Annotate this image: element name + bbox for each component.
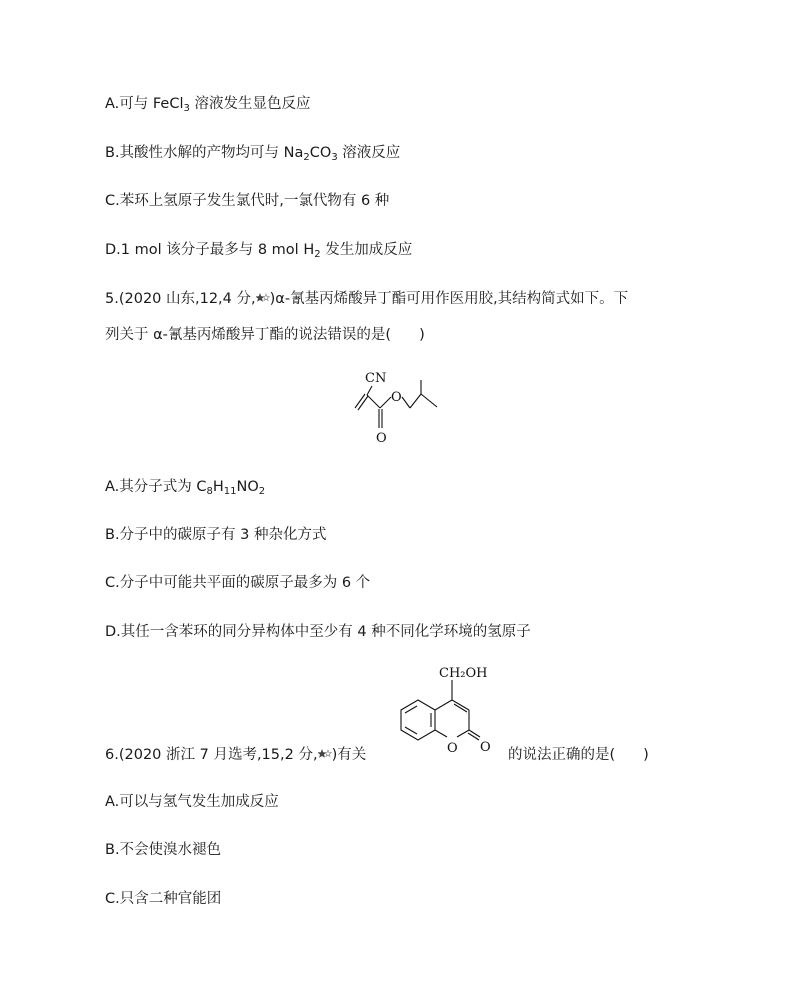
carbonyl-oxygen-label: O <box>480 740 491 755</box>
difficulty-star-icon <box>318 748 332 760</box>
q6-structure-diagram <box>388 660 503 762</box>
q5-option-c: C.分子中可能共平面的碳原子最多为 6 个 <box>105 575 371 591</box>
q6-option-a: A.可以与氢气发生加成反应 <box>105 794 279 810</box>
q6-stem-left: 6.(2020 浙江 7 月选考,15,2 分, )有关 <box>105 747 367 763</box>
q5-option-a: A.其分子式为 $C_8H_{11}NO_2$ <box>105 479 266 497</box>
ester-oxygen-label: O <box>391 390 402 405</box>
q6-option-c: C.只含二种官能团 <box>105 891 222 907</box>
hydroxymethyl-label: CH₂OH <box>439 666 488 681</box>
q4-option-a: A.可与 FeCl$_3$ 溶液发生显色反应 <box>105 96 311 114</box>
q6-option-b: B.不会使溴水褪色 <box>105 842 222 858</box>
q4-option-c: C.苯环上氢原子发生氯代时,一氯代物有 6 种 <box>105 193 390 209</box>
q5-structure-diagram <box>345 364 450 450</box>
q6-stem-right: 的说法正确的是( ) <box>508 747 649 763</box>
q5-stem-line2: 列关于 α-氰基丙烯酸异丁酯的说法错误的是( ) <box>105 327 425 343</box>
q5-option-b: B.分子中的碳原子有 3 种杂化方式 <box>105 527 327 543</box>
q4-option-b: B.其酸性水解的产物均可与 $Na_2CO_3$ 溶液反应 <box>105 145 401 163</box>
difficulty-star-icon <box>256 292 270 304</box>
q5-option-d: D.其任一含苯环的同分异构体中至少有 4 种不同化学环境的氢原子 <box>105 624 531 640</box>
q4-option-d: D.1 mol 该分子最多与 8 mol $H_2$ 发生加成反应 <box>105 242 413 260</box>
q5-stem-line1: 5.(2020 山东,12,4 分, )α-氰基丙烯酸异丁酯可用作医用胶,其结构简式如下。下 <box>105 291 629 307</box>
cyano-label: CN <box>365 371 387 386</box>
ring-oxygen-label: O <box>447 741 458 756</box>
carbonyl-oxygen-label: O <box>376 431 387 446</box>
